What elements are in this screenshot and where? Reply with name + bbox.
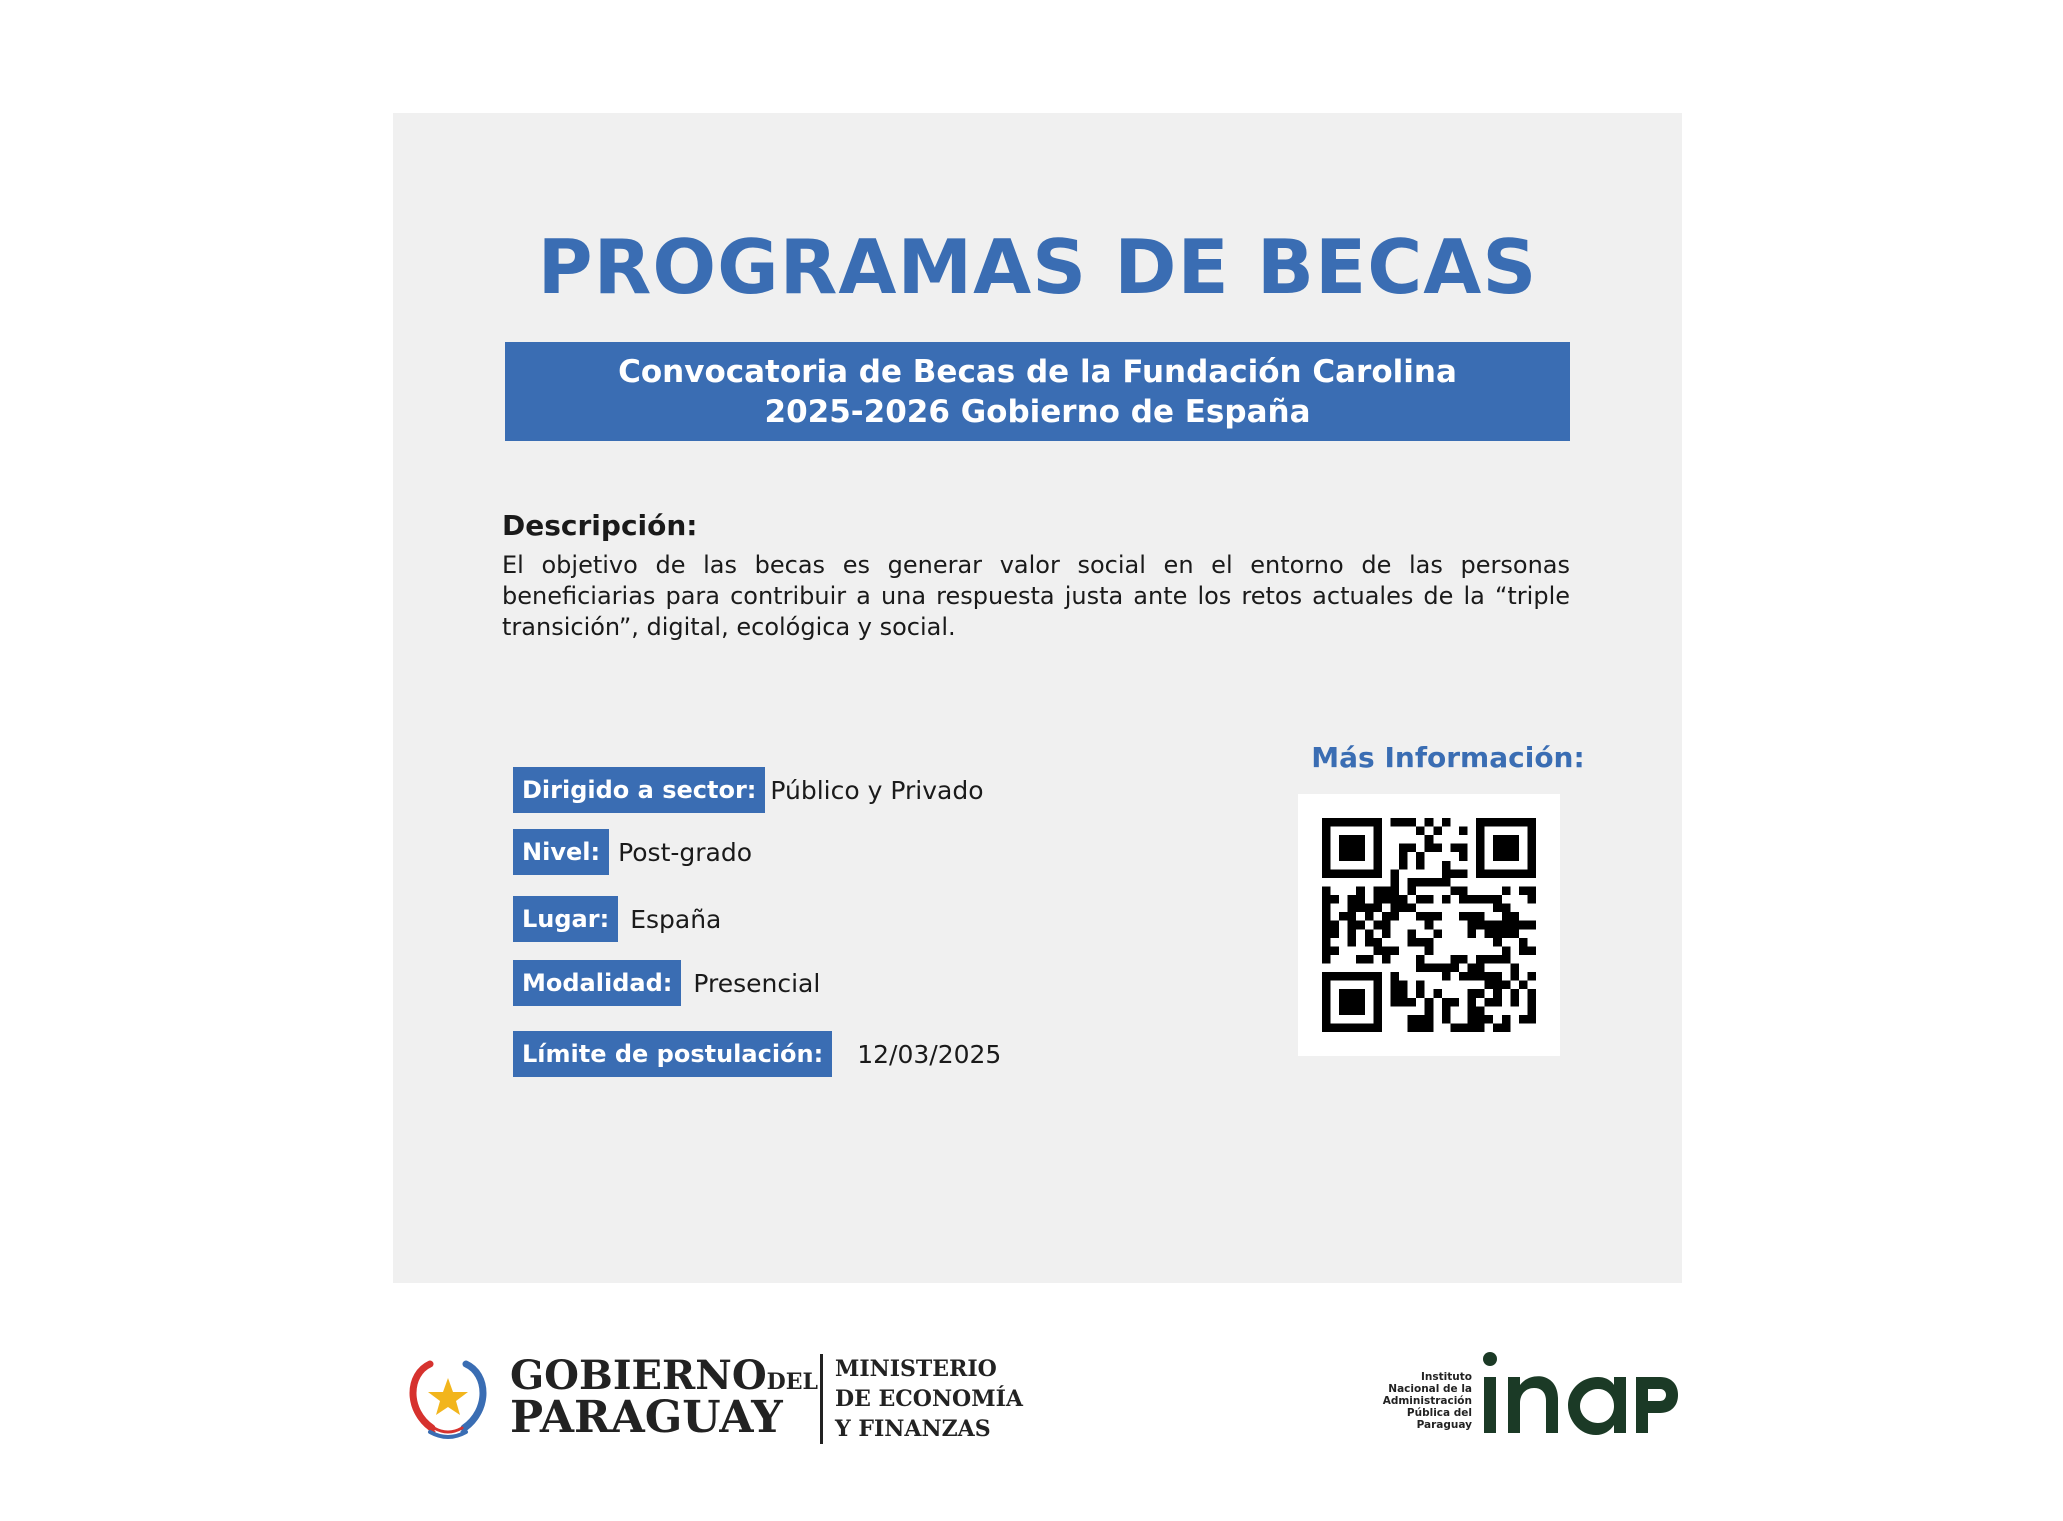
field-modalidad [513, 960, 820, 1006]
paraguay-text: PARAGUAY [510, 1392, 783, 1443]
field-modalidad-value: Presencial [693, 968, 821, 998]
field-limite [513, 1031, 1001, 1077]
more-info-heading: Más Información: [1311, 741, 1585, 774]
field-nivel-label: Nivel: [513, 829, 609, 875]
paraguay-emblem-icon [400, 1352, 496, 1442]
inap-logo [1380, 1345, 1680, 1455]
inap-full-name: Instituto Nacional de la Administración Pública del Paraguay [1382, 1371, 1472, 1431]
logo-divider [820, 1354, 823, 1444]
qr-code[interactable] [1298, 794, 1560, 1056]
flyer-panel [393, 113, 1682, 1283]
field-limite-label: Límite de postulación: [513, 1031, 832, 1077]
ministerio-line-3: Y FINANZAS [835, 1416, 991, 1442]
field-lugar-label: Lugar: [513, 896, 618, 942]
field-modalidad-label: Modalidad: [513, 960, 681, 1006]
subtitle-line-2: 2025-2026 Gobierno de España [764, 393, 1311, 430]
field-lugar [513, 896, 721, 942]
field-lugar-value: España [630, 904, 722, 934]
ministerio-line-2: DE ECONOMÍA [835, 1386, 1023, 1412]
field-sector-value: Público y Privado [770, 775, 984, 805]
ministerio-line-1: MINISTERIO [835, 1356, 997, 1382]
inap-logo-icon [1480, 1349, 1680, 1439]
field-nivel-value: Post-grado [618, 837, 753, 867]
page-title: PROGRAMAS DE BECAS [537, 223, 1538, 311]
gobierno-text: GOBIERNODEL [510, 1352, 818, 1399]
description-text: El objetivo de las becas es generar valor social en el entorno de las personas beneficiarias para contribuir a una respuesta justa ante los retos actuales de la “triple transición”, digital, ecológica y social. [502, 551, 1570, 641]
subtitle-banner [505, 342, 1570, 441]
subtitle-line-1: Convocatoria de Becas de la Fundación Carolina [618, 353, 1457, 390]
del-text: DEL [766, 1369, 818, 1395]
ministerio-text [835, 1354, 1023, 1444]
field-sector [513, 767, 984, 813]
qr-code-icon [1322, 818, 1536, 1032]
field-nivel [513, 829, 752, 875]
gobierno-paraguay-logo [400, 1350, 1040, 1446]
field-limite-value: 12/03/2025 [857, 1039, 1002, 1069]
field-sector-label: Dirigido a sector: [513, 767, 765, 813]
description-heading: Descripción: [502, 509, 698, 542]
